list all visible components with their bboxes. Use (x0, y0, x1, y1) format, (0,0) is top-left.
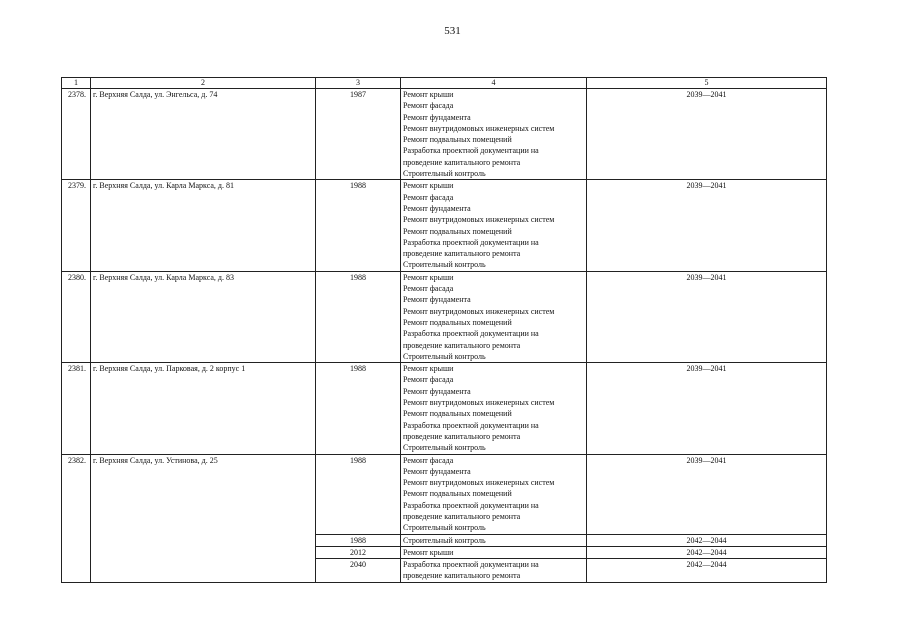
work-item: Ремонт фундамента (403, 386, 471, 396)
table-row (62, 89, 827, 180)
period-cell: 2039—2041 (587, 180, 827, 271)
period-cell: 2042—2044 (587, 546, 827, 558)
work-item: Разработка проектной документации на (403, 146, 539, 156)
page-number: 531 (444, 25, 461, 37)
table-row (62, 454, 827, 534)
work-list (401, 546, 587, 558)
work-item: Строительный контроль (403, 260, 486, 270)
period-cell: 2039—2041 (587, 454, 827, 534)
work-item: проведение капитального ремонта (403, 431, 521, 441)
work-item: Ремонт фундамента (403, 112, 471, 122)
work-item: Ремонт внутридомовых инженерных систем (403, 398, 555, 408)
row-number: 2380. (62, 271, 91, 362)
work-item: Ремонт фасада (403, 101, 454, 111)
work-list (401, 559, 587, 583)
column-number-row (62, 78, 827, 89)
year-cell: 1988 (316, 534, 401, 546)
row-number: 2381. (62, 363, 91, 454)
work-item: Ремонт крыши (403, 364, 454, 374)
work-item: Ремонт фасада (403, 375, 454, 385)
address-cell: г. Верхняя Салда, ул. Энгельса, д. 74 (91, 89, 316, 180)
work-list (401, 89, 587, 180)
address-cell: г. Верхняя Салда, ул. Устинова, д. 25 (91, 454, 316, 582)
work-item: Ремонт внутридомовых инженерных систем (403, 215, 555, 225)
period-cell: 2042—2044 (587, 534, 827, 546)
table-row (62, 180, 827, 271)
row-number: 2378. (62, 89, 91, 180)
work-list (401, 454, 587, 534)
work-item: Ремонт подвальных помещений (403, 409, 512, 419)
year-cell: 2040 (316, 559, 401, 583)
work-item: Ремонт фундамента (403, 295, 471, 305)
work-list (401, 363, 587, 454)
work-item: проведение капитального ремонта (403, 157, 521, 167)
repair-schedule-table (61, 77, 827, 583)
work-item: Ремонт крыши (403, 547, 454, 557)
period-cell: 2039—2041 (587, 89, 827, 180)
period-cell: 2039—2041 (587, 363, 827, 454)
work-list (401, 271, 587, 362)
work-item: Ремонт крыши (403, 181, 454, 191)
year-cell: 1988 (316, 454, 401, 534)
address-cell: г. Верхняя Салда, ул. Карла Маркса, д. 81 (91, 180, 316, 271)
work-item: Ремонт фундамента (403, 203, 471, 213)
period-cell: 2042—2044 (587, 559, 827, 583)
work-item: Разработка проектной документации на (403, 500, 539, 510)
year-cell: 1988 (316, 180, 401, 271)
table-body (62, 89, 827, 583)
work-item: Ремонт внутридомовых инженерных систем (403, 306, 555, 316)
year-cell: 2012 (316, 546, 401, 558)
work-item: Ремонт крыши (403, 90, 454, 99)
work-list (401, 180, 587, 271)
column-number: 4 (401, 78, 587, 89)
column-number: 1 (62, 78, 91, 89)
work-item: Строительный контроль (403, 523, 486, 533)
column-number: 3 (316, 78, 401, 89)
work-item: Разработка проектной документации на (403, 420, 539, 430)
work-item: Строительный контроль (403, 443, 486, 453)
work-item: Ремонт крыши (403, 272, 454, 282)
work-item: проведение капитального ремонта (403, 511, 521, 521)
table-row (62, 363, 827, 454)
work-item: Ремонт фасада (403, 284, 454, 294)
address-cell: г. Верхняя Салда, ул. Парковая, д. 2 корпус 1 (91, 363, 316, 454)
year-cell: 1988 (316, 363, 401, 454)
work-item: Ремонт подвальных помещений (403, 226, 512, 236)
work-item: Ремонт подвальных помещений (403, 489, 512, 499)
year-cell: 1988 (316, 271, 401, 362)
work-item: Строительный контроль (403, 169, 486, 179)
work-item: Ремонт внутридомовых инженерных систем (403, 478, 555, 488)
column-number: 2 (91, 78, 316, 89)
year-cell: 1987 (316, 89, 401, 180)
work-item: Ремонт фасада (403, 455, 454, 465)
row-number: 2379. (62, 180, 91, 271)
work-item: Ремонт фасада (403, 192, 454, 202)
work-item: проведение капитального ремонта (403, 249, 521, 259)
address-cell: г. Верхняя Салда, ул. Карла Маркса, д. 83 (91, 271, 316, 362)
work-item: Строительный контроль (403, 351, 486, 361)
table-row (62, 271, 827, 362)
work-item: Разработка проектной документации на (403, 329, 539, 339)
column-number: 5 (587, 78, 827, 89)
work-item: Строительный контроль (403, 535, 486, 545)
work-item: проведение капитального ремонта (403, 571, 521, 581)
work-item: Ремонт внутридомовых инженерных систем (403, 123, 555, 133)
work-item: Разработка проектной документации на (403, 560, 539, 570)
period-cell: 2039—2041 (587, 271, 827, 362)
row-number: 2382. (62, 454, 91, 582)
work-item: Ремонт подвальных помещений (403, 135, 512, 145)
work-item: Ремонт фундамента (403, 466, 471, 476)
work-item: Разработка проектной документации на (403, 237, 539, 247)
work-list (401, 534, 587, 546)
work-item: проведение капитального ремонта (403, 340, 521, 350)
work-item: Ремонт подвальных помещений (403, 317, 512, 327)
